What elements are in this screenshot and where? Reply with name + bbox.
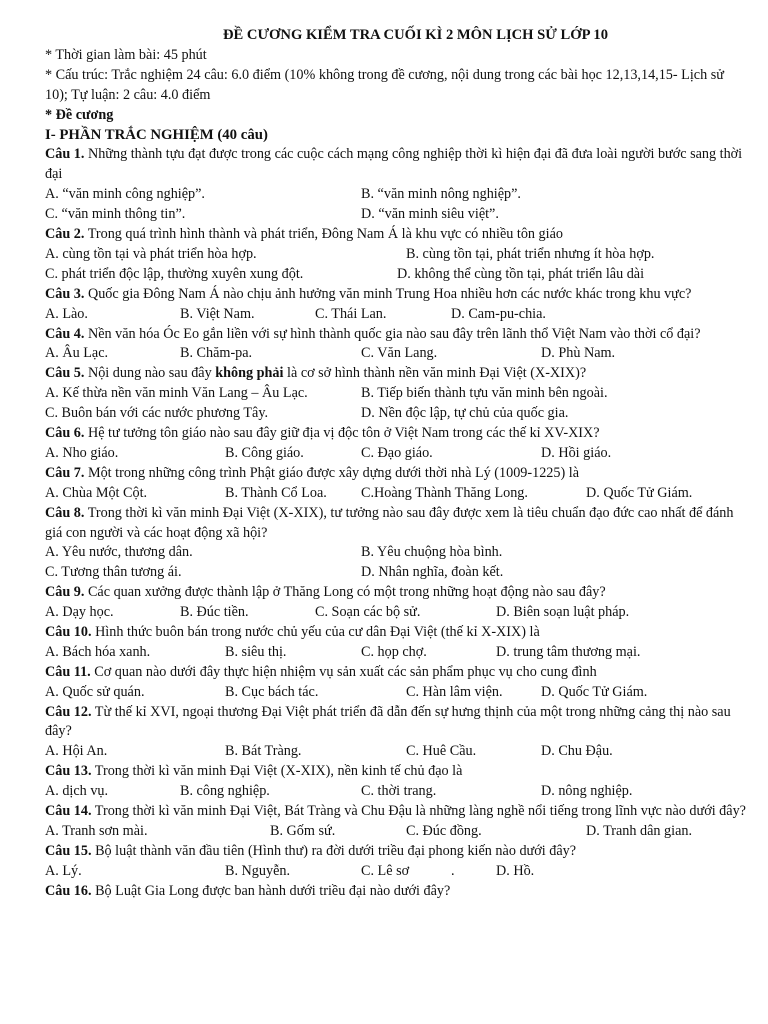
option-a: A. Nho giáo. [45, 444, 119, 461]
options-row [45, 742, 746, 762]
question-1 [45, 145, 746, 185]
question-7 [45, 464, 746, 484]
question-12 [45, 703, 746, 743]
question-label: Câu 12. [45, 703, 92, 720]
option-d: D. Tranh dân gian. [586, 822, 693, 839]
question-label: Câu 14. [45, 803, 92, 820]
options-row [45, 862, 746, 882]
option-b: B. Nguyễn. [225, 862, 291, 879]
question-text: Nội dung nào sau đây [84, 365, 216, 382]
question-15 [45, 842, 746, 862]
options-row [45, 683, 746, 703]
option-c: C. Văn Lang. [361, 345, 438, 362]
option-a: A. Chùa Một Cột. [45, 484, 148, 501]
option-c: C. Đúc đồng. [406, 822, 482, 839]
option-d: D. Phù Nam. [541, 345, 616, 362]
option-b: B. Cục bách tác. [225, 683, 319, 700]
option-c: C. Buôn bán với các nước phương Tây. [45, 405, 269, 422]
option-b: B. Công giáo. [225, 444, 304, 461]
question-label: Câu 15. [45, 842, 92, 859]
question-text: Cơ quan nào dưới đây thực hiện nhiệm vụ sản xuất các sản phẩm phục vụ cho cung đình [90, 663, 597, 680]
options-row [45, 245, 746, 265]
options-row [45, 782, 746, 802]
option-c: C. họp chợ. [361, 643, 427, 660]
question-16 [45, 882, 746, 902]
question-9 [45, 583, 746, 603]
question-2 [45, 225, 746, 245]
option-d: D. Quốc Tử Giám. [586, 484, 693, 501]
question-text: Những thành tựu đạt được trong các cuộc cách mạng công nghiệp thời kì hiện đại đã đưa loài người bước sang thời đại [45, 146, 743, 183]
question-label: Câu 7. [45, 464, 85, 481]
options-row [45, 543, 746, 563]
question-label: Câu 6. [45, 425, 85, 441]
stray-period: . [451, 862, 455, 879]
question-text: Một trong những công trình Phật giáo được xây dựng dưới thời nhà Lý (1009-1225) là [84, 464, 580, 481]
options-row [45, 185, 746, 205]
option-b: B. Chăm-pa. [180, 345, 253, 362]
options-row [45, 265, 746, 285]
options-row [45, 484, 746, 504]
option-d: D. trung tâm thương mại. [496, 643, 641, 660]
options-row [45, 344, 746, 364]
option-b: B. Yêu chuộng hòa bình. [361, 544, 503, 561]
option-b: B. Việt Nam. [180, 305, 255, 322]
exam-structure: * Cấu trúc: Trắc nghiệm 24 câu: 6.0 điểm (10% không trong đề cương, nội dung trong các bài học 12,13,14,15- Lịch sử 10); Tự luận: 2 câu: 4.0 điểm [45, 66, 724, 103]
question-11 [45, 663, 746, 683]
option-a: A. Yêu nước, thương dân. [45, 544, 193, 561]
option-b: B. Bát Tràng. [225, 743, 302, 760]
options-row [45, 305, 746, 325]
option-c: C. Huê Cầu. [406, 743, 477, 760]
question-label: Câu 13. [45, 763, 92, 780]
option-d: D. nông nghiệp. [541, 783, 633, 800]
option-c: C. Soạn các bộ sử. [315, 604, 421, 621]
question-text: Trong thời kì văn minh Đại Việt, Bát Tràng và Chu Đậu là những làng nghề nổi tiếng trong lĩnh vực nào dưới đây? [91, 803, 746, 820]
option-b: B. Tiếp biến thành tựu văn minh bên ngoài. [361, 385, 608, 402]
option-d: D. Biên soạn luật pháp. [496, 604, 630, 621]
options-row [45, 643, 746, 663]
option-d: D. Chu Đậu. [541, 743, 613, 760]
question-text: Trong thời kì văn minh Đại Việt (X-XIX), nền kinh tế chủ đạo là [91, 763, 463, 780]
option-c: C. Lê sơ [361, 862, 410, 879]
option-a: A. “văn minh công nghiệp”. [45, 186, 205, 203]
question-text: Nền văn hóa Óc Eo gắn liền với sự hình thành quốc gia nào sau đây trên lãnh thổ Việt Nam vào thời cổ đại? [84, 325, 701, 342]
question-label: Câu 10. [45, 623, 92, 640]
question-text: Quốc gia Đông Nam Á nào chịu ảnh hưởng văn minh Trung Hoa nhiều hơn các nước khác trong khu vực? [84, 285, 692, 302]
question-text: Hệ tư tưởng tôn giáo nào sau đây giữ địa vị độc tôn ở Việt Nam trong các thế kỉ XV-XIX? [84, 425, 600, 441]
question-text: Bộ luật thành văn đầu tiên (Hình thư) ra đời dưới triều đại phong kiến nào dưới đây? [91, 842, 577, 859]
options-row [45, 822, 746, 842]
option-d: D. Nền độc lập, tự chủ của quốc gia. [361, 405, 569, 422]
options-row [45, 205, 746, 225]
question-10 [45, 623, 746, 643]
option-a: A. Dạy học. [45, 604, 114, 621]
option-b: B. Thành Cổ Loa. [225, 484, 327, 501]
option-c: C.Hoàng Thành Thăng Long. [361, 484, 528, 501]
option-b: B. công nghiệp. [180, 783, 270, 800]
option-c: C. Thái Lan. [315, 305, 387, 322]
option-a: A. Lào. [45, 305, 88, 322]
option-a: A. Tranh sơn mài. [45, 822, 148, 839]
question-3 [45, 285, 746, 305]
option-c: C. Hàn lâm viện. [406, 683, 503, 700]
exam-time: * Thời gian làm bài: 45 phút [45, 46, 207, 63]
question-text: Từ thế kỉ XVI, ngoại thương Đại Việt phát triển đã dẫn đến sự hưng thịnh của một trong những cảng thị nào sau đây? [45, 703, 731, 740]
question-text: Bộ Luật Gia Long được ban hành dưới triều đại nào dưới đây? [91, 882, 451, 899]
option-d: D. không thể cùng tồn tại, phát triển lâu dài [397, 265, 645, 282]
question-14 [45, 802, 746, 822]
option-c: C. thời trang. [361, 783, 437, 800]
question-5 [45, 364, 746, 384]
option-d: D. Hồi giáo. [541, 444, 612, 461]
option-a: A. Hội An. [45, 743, 108, 760]
section-title: I- PHẦN TRẮC NGHIỆM (40 câu) [45, 126, 268, 143]
option-a: A. cùng tồn tại và phát triển hòa hợp. [45, 245, 257, 262]
question-text: Hình thức buôn bán trong nước chủ yếu của cư dân Đại Việt (thế kỉ X-XIX) là [91, 623, 540, 640]
option-b: B. cùng tồn tại, phát triển nhưng ít hòa hợp. [406, 245, 655, 262]
question-label: Câu 3. [45, 285, 85, 302]
page-title: ĐỀ CƯƠNG KIỂM TRA CUỐI KÌ 2 MÔN LỊCH SỬ LỚP 10 [222, 27, 608, 43]
outline-heading: * Đề cương [45, 106, 114, 123]
options-row [45, 404, 746, 424]
option-a: A. Quốc sử quán. [45, 683, 145, 700]
question-text: Trong quá trình hình thành và phát triển, Đông Nam Á là khu vực có nhiều tôn giáo [84, 226, 563, 243]
option-b: B. Gốm sứ. [270, 822, 336, 839]
option-d: D. Quốc Tử Giám. [541, 683, 648, 700]
option-a: A. Lý. [45, 862, 82, 879]
option-c: C. Đạo giáo. [361, 444, 433, 461]
option-c: C. phát triển độc lập, thường xuyên xung đột. [45, 265, 304, 282]
option-a: A. Kế thừa nền văn minh Văn Lang – Âu Lạc. [45, 385, 308, 402]
option-c: C. Tương thân tương ái. [45, 564, 182, 581]
question-label: Câu 2. [45, 226, 85, 243]
option-b: B. Đúc tiền. [180, 604, 249, 621]
question-8 [45, 504, 746, 544]
question-label: Câu 11. [45, 663, 91, 680]
question-label: Câu 8. [45, 504, 85, 521]
question-label: Câu 9. [45, 584, 85, 601]
question-label: Câu 5. [45, 365, 85, 382]
question-text: Trong thời kì văn minh Đại Việt (X-XIX), tư tưởng nào sau đây được xem là tiêu chuẩn đạo đức cao nhất để đánh giá con người và các hoạt động xã hội? [45, 504, 734, 541]
question-emphasis: không phải [215, 365, 284, 382]
option-a: A. Âu Lạc. [45, 345, 109, 362]
question-label: Câu 1. [45, 146, 85, 163]
option-b: B. siêu thị. [225, 643, 287, 660]
option-d: D. “văn minh siêu việt”. [361, 206, 499, 223]
option-d: D. Cam-pu-chia. [451, 305, 546, 322]
question-label: Câu 4. [45, 325, 85, 342]
option-a: A. dịch vụ. [45, 783, 109, 800]
option-b: B. “văn minh nông nghiệp”. [361, 186, 521, 203]
option-d: D. Hồ. [496, 862, 535, 879]
question-text: Các quan xưởng được thành lập ở Thăng Long có một trong những hoạt động nào sau đây? [84, 584, 606, 601]
option-c: C. “văn minh thông tin”. [45, 206, 186, 223]
question-13 [45, 762, 746, 782]
options-row [45, 603, 746, 623]
question-label: Câu 16. [45, 882, 92, 899]
options-row [45, 384, 746, 404]
question-4 [45, 325, 746, 345]
question-text: là cơ sở hình thành nền văn minh Đại Việt (X-XIX)? [283, 365, 587, 382]
question-6 [45, 424, 746, 444]
option-d: D. Nhân nghĩa, đoàn kết. [361, 564, 504, 581]
option-a: A. Bách hóa xanh. [45, 643, 151, 660]
options-row [45, 563, 746, 583]
options-row [45, 444, 746, 464]
